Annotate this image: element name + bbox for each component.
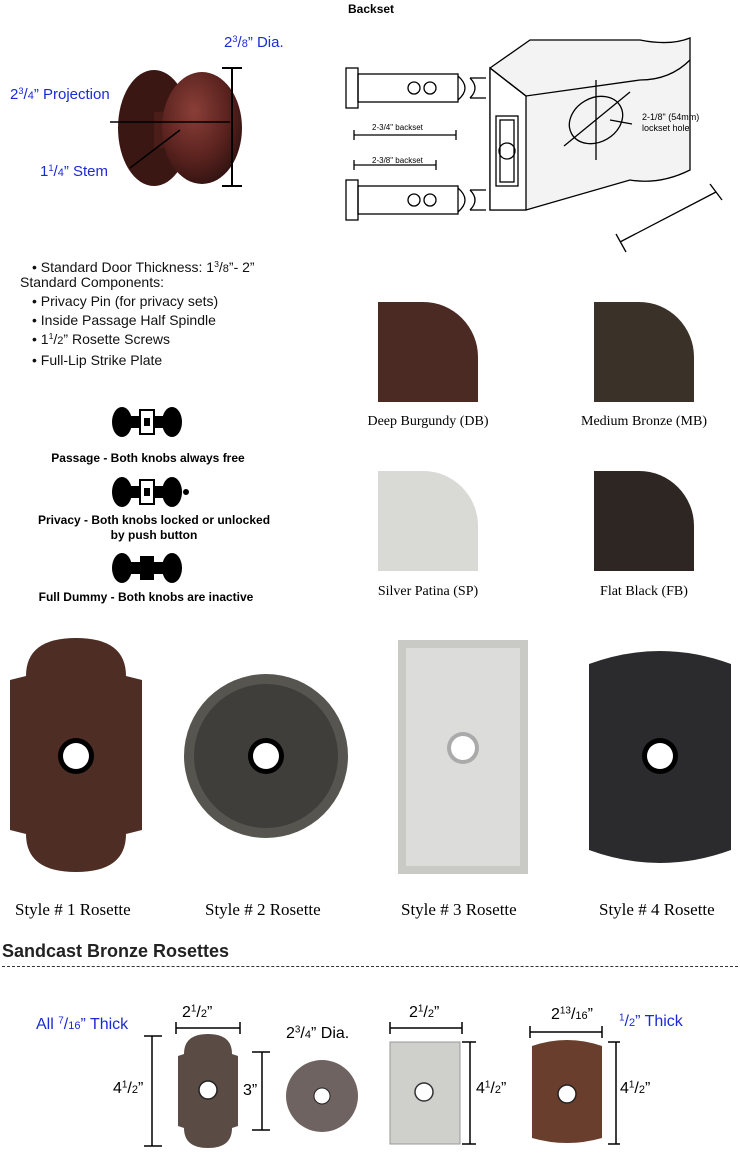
rosette-4-thick-label: $^1$/2” Thick (619, 1012, 683, 1030)
style-3-rosette-image (398, 640, 528, 874)
knob-illustration (110, 56, 260, 196)
dummy-knobs-icon (110, 550, 184, 586)
style-2-rosette-label: Style # 2 Rosette (205, 900, 321, 919)
section-divider (2, 966, 738, 967)
style-2-rosette-image (182, 672, 350, 840)
finish-swatch-silver-patina (378, 471, 478, 571)
knob-stem-label: $1^1/4$” Stem (40, 162, 108, 180)
finish-label-medium-bronze: Medium Bronze (MB) (581, 414, 707, 429)
door-thickness-line: • Standard Door Thickness: $1^3/8”-$ 2” (32, 259, 255, 275)
rosette-2-dimension-drawing (284, 1058, 360, 1134)
backset-label-a: 2-3/4" backset (372, 123, 423, 132)
rosette-3-dimension-drawing (386, 1020, 476, 1146)
style-3-rosette-label: Style # 3 Rosette (401, 900, 517, 919)
rosette-1-height-label: $4^1/2$” (113, 1079, 144, 1097)
backset-title: Backset (348, 2, 395, 16)
privacy-label-line1: Privacy - Both knobs locked or unlocked (37, 513, 271, 527)
finish-swatch-flat-black (594, 471, 694, 571)
style-1-rosette-image (6, 636, 146, 874)
lockset-hole-line1: 2-1/8" (54mm) (642, 112, 700, 122)
specs-list (20, 258, 255, 370)
component-item: • Full-Lip Strike Plate (32, 352, 163, 368)
privacy-knobs-icon (110, 474, 190, 510)
rosette-4-height-label: $4^1/2$” (620, 1079, 651, 1097)
finish-label-deep-burgundy: Deep Burgundy (DB) (367, 414, 489, 429)
passage-label: Passage - Both knobs always free (51, 451, 245, 465)
knob-diameter-label: $2^3/8$” Dia. (224, 33, 284, 51)
finish-label-silver-patina: Silver Patina (SP) (377, 584, 479, 599)
rosette-2-diameter-label: $2^3/4$” Dia. (286, 1024, 350, 1042)
dummy-label: Full Dummy - Both knobs are inactive (38, 590, 254, 604)
finish-label-flat-black: Flat Black (FB) (600, 584, 688, 599)
lockset-hole-label (642, 112, 699, 134)
style-4-rosette-label: Style # 4 Rosette (599, 900, 715, 919)
rosette-4-width-label: $2^{13}/16$” (551, 1005, 593, 1023)
section-title: Sandcast Bronze Rosettes (2, 941, 230, 961)
style-1-rosette-label: Style # 1 Rosette (15, 900, 131, 919)
backset-label-b: 2-3/8" backset (372, 156, 423, 165)
component-item: • $1^1/2$” Rosette Screws (32, 331, 171, 347)
rosette-1-inner-label: 3” (243, 1082, 258, 1099)
knob-projection-label: $2^3/4$” Projection (10, 85, 110, 103)
rosette-4-dimension-drawing (526, 1024, 620, 1146)
components-title: Standard Components: (20, 274, 164, 290)
rosette-1-dimension-drawing (140, 1020, 270, 1150)
all-thick-label: All $^7$/16” Thick (36, 1015, 129, 1033)
privacy-label (0, 513, 308, 543)
rosette-3-height-label: $4^1/2$” (476, 1079, 507, 1097)
rosette-1-width-label: $2^1/2$” (182, 1003, 213, 1021)
backset-diagram (340, 20, 730, 265)
finish-swatch-deep-burgundy (378, 302, 478, 402)
component-item: • Privacy Pin (for privacy sets) (32, 293, 219, 309)
passage-knobs-icon (110, 404, 184, 440)
lockset-hole-line2: lockset hole (642, 123, 690, 133)
finish-swatch-medium-bronze (594, 302, 694, 402)
rosette-3-width-label: $2^1/2$” (409, 1003, 440, 1021)
style-4-rosette-image (585, 644, 735, 870)
component-item: • Inside Passage Half Spindle (32, 312, 216, 328)
privacy-label-line2: by push button (110, 528, 198, 542)
